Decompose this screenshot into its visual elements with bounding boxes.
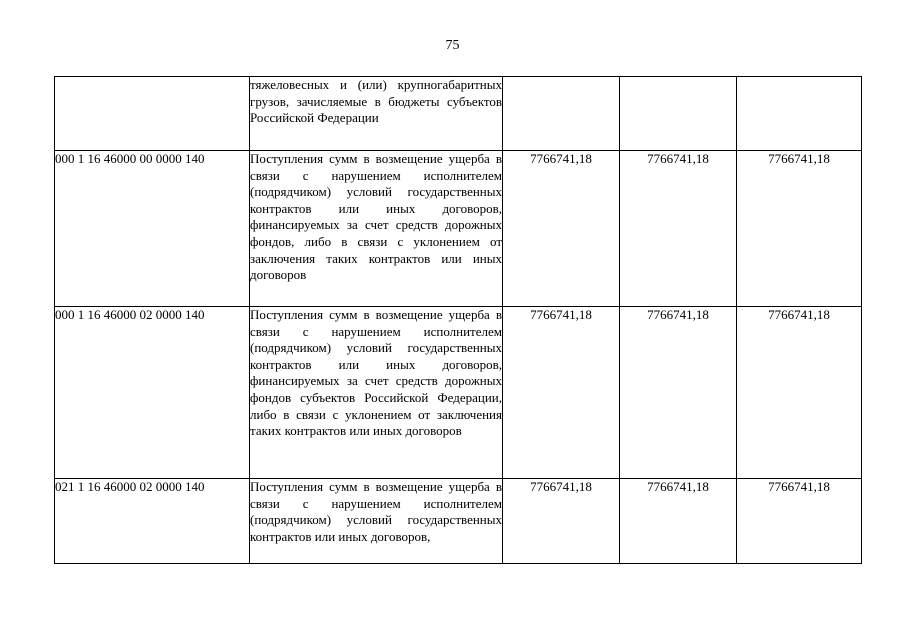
amount-col-2	[620, 77, 737, 151]
amount-col-1: 7766741,18	[503, 479, 620, 564]
amount-col-1: 7766741,18	[503, 307, 620, 479]
table-bottom-rule	[54, 563, 861, 564]
amount-col-1	[503, 77, 620, 151]
budget-code: 000 1 16 46000 02 0000 140	[55, 307, 250, 479]
table-row	[55, 151, 862, 307]
budget-code	[55, 77, 250, 151]
table-row	[55, 307, 862, 479]
table-row	[55, 479, 862, 564]
amount-col-3: 7766741,18	[737, 307, 862, 479]
amount-col-2: 7766741,18	[620, 151, 737, 307]
amount-col-1: 7766741,18	[503, 151, 620, 307]
amount-col-3: 7766741,18	[737, 479, 862, 564]
amount-col-2: 7766741,18	[620, 307, 737, 479]
amount-col-3: 7766741,18	[737, 151, 862, 307]
income-description: Поступления сумм в возмещение ущерба в связи с нарушением исполнителем (подрядчиком) условий государственных контрактов или иных договоров, финансируемых за счет средств дорожных фондов субъектов Российской Федерации, либо в связи с уклонением от заключения таких контрактов или иных договоров	[250, 307, 503, 479]
income-description: Поступления сумм в возмещение ущерба в связи с нарушением исполнителем (подрядчиком) условий государственных контрактов или иных договоров, финансируемых за счет средств дорожных фондов, либо в связи с уклонением от заключения таких контрактов или иных договоров	[250, 151, 503, 307]
amount-col-2: 7766741,18	[620, 479, 737, 564]
amount-col-3	[737, 77, 862, 151]
income-description: тяжеловесных и (или) крупногабаритных грузов, зачисляемые в бюджеты субъектов Российской Федерации	[250, 77, 503, 151]
budget-code: 021 1 16 46000 02 0000 140	[55, 479, 250, 564]
budget-code: 000 1 16 46000 00 0000 140	[55, 151, 250, 307]
income-description: Поступления сумм в возмещение ущерба в связи с нарушением исполнителем (подрядчиком) условий государственных контрактов или иных договоров,	[250, 479, 503, 564]
table-row	[55, 77, 862, 151]
revenue-table	[54, 76, 862, 564]
page-number: 75	[445, 38, 460, 53]
